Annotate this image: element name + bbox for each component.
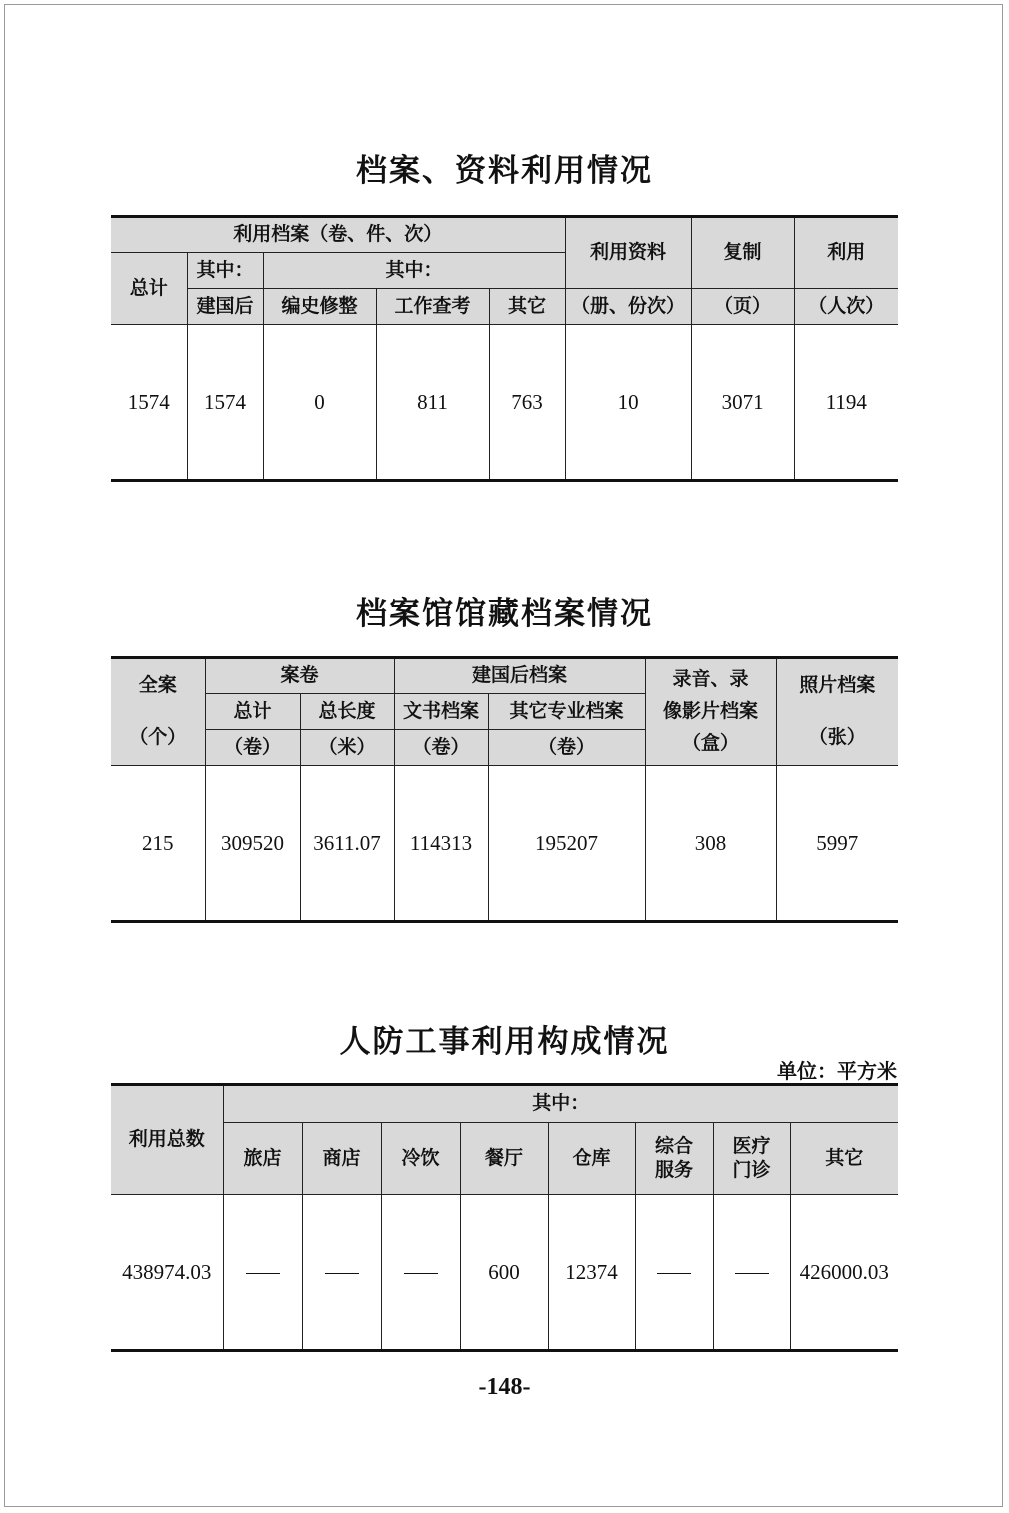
header-after-1949: 建国后 <box>187 289 263 325</box>
cell-total-usage: 438974.03 <box>111 1195 223 1351</box>
header-full-fonds: 全案 （个） <box>111 658 205 766</box>
cell-users: 1194 <box>794 325 898 481</box>
header-length: 总长度 <box>300 694 394 730</box>
cell-photo: 5997 <box>776 766 898 922</box>
unit-label: 单位：平方米 <box>777 1059 897 1083</box>
table1-title: 档案、资料利用情况 <box>356 153 653 189</box>
header-shop: 商店 <box>302 1123 381 1195</box>
cell-documents: 114313 <box>394 766 488 922</box>
dash-mark <box>246 1273 280 1274</box>
header-audio-video: 录音、录 像影片档案 （盒） <box>645 658 776 766</box>
cell-hotel <box>223 1195 302 1351</box>
header-users: 利用 <box>794 217 898 289</box>
archive-holdings-table <box>111 656 898 923</box>
header-clinic: 医疗 门诊 <box>713 1123 790 1195</box>
cell-shop <box>302 1195 381 1351</box>
cell-after-1949: 1574 <box>187 325 263 481</box>
dash-mark <box>325 1273 359 1274</box>
cell-total: 309520 <box>205 766 300 922</box>
cell-storage: 12374 <box>548 1195 635 1351</box>
dash-mark <box>404 1273 438 1274</box>
cell-history-compile: 0 <box>263 325 376 481</box>
header-restaurant: 餐厅 <box>460 1123 548 1195</box>
cell-restaurant: 600 <box>460 1195 548 1351</box>
header-copies: 复制 <box>691 217 794 289</box>
cell-clinic <box>713 1195 790 1351</box>
header-documents: 文书档案 <box>394 694 488 730</box>
dash-mark <box>657 1273 691 1274</box>
header-special-unit: （卷） <box>488 730 645 766</box>
cell-other: 763 <box>489 325 565 481</box>
dash-mark <box>735 1273 769 1274</box>
cell-full-fonds: 215 <box>111 766 205 922</box>
header-total-usage: 利用总数 <box>111 1085 223 1195</box>
cell-materials: 10 <box>565 325 691 481</box>
table-row <box>111 766 898 922</box>
header-users-unit: （人次） <box>794 289 898 325</box>
cell-work-reference: 811 <box>376 325 489 481</box>
header-qizhong: 其中： <box>223 1085 898 1123</box>
header-hotel: 旅店 <box>223 1123 302 1195</box>
table3-title: 人防工事利用构成情况 <box>339 1024 670 1060</box>
cell-length: 3611.07 <box>300 766 394 922</box>
cell-cold-drink <box>381 1195 460 1351</box>
header-after-1949: 建国后档案 <box>394 658 645 694</box>
header-cold-drink: 冷饮 <box>381 1123 460 1195</box>
cell-other: 426000.03 <box>790 1195 898 1351</box>
table-row <box>111 1195 898 1351</box>
header-materials-used: 利用资料 <box>565 217 691 289</box>
archives-usage-table <box>111 215 898 482</box>
header-storage: 仓库 <box>548 1123 635 1195</box>
cell-general-service <box>635 1195 713 1351</box>
header-length-unit: （米） <box>300 730 394 766</box>
header-qizhong-2: 其中： <box>263 253 565 289</box>
header-total: 总计 <box>111 253 187 325</box>
header-general-service: 综合 服务 <box>635 1123 713 1195</box>
header-special: 其它专业档案 <box>488 694 645 730</box>
header-documents-unit: （卷） <box>394 730 488 766</box>
header-files: 案卷 <box>205 658 394 694</box>
page-number: -148- <box>478 1374 531 1400</box>
cell-copies: 3071 <box>691 325 794 481</box>
header-copies-unit: （页） <box>691 289 794 325</box>
header-work-reference: 工作查考 <box>376 289 489 325</box>
header-total: 总计 <box>205 694 300 730</box>
civil-defense-usage-table <box>111 1083 898 1352</box>
table-row <box>111 325 898 481</box>
header-materials-unit: （册、份次） <box>565 289 691 325</box>
header-history-compile: 编史修整 <box>263 289 376 325</box>
header-photo: 照片档案 （张） <box>776 658 898 766</box>
header-total-unit: （卷） <box>205 730 300 766</box>
cell-audio-video: 308 <box>645 766 776 922</box>
cell-special: 195207 <box>488 766 645 922</box>
header-other: 其它 <box>489 289 565 325</box>
header-other: 其它 <box>790 1123 898 1195</box>
header-qizhong-1: 其中： <box>187 253 263 289</box>
header-archives-used: 利用档案（卷、件、次） <box>111 217 565 253</box>
table2-title: 档案馆馆藏档案情况 <box>356 596 653 632</box>
cell-total: 1574 <box>111 325 187 481</box>
